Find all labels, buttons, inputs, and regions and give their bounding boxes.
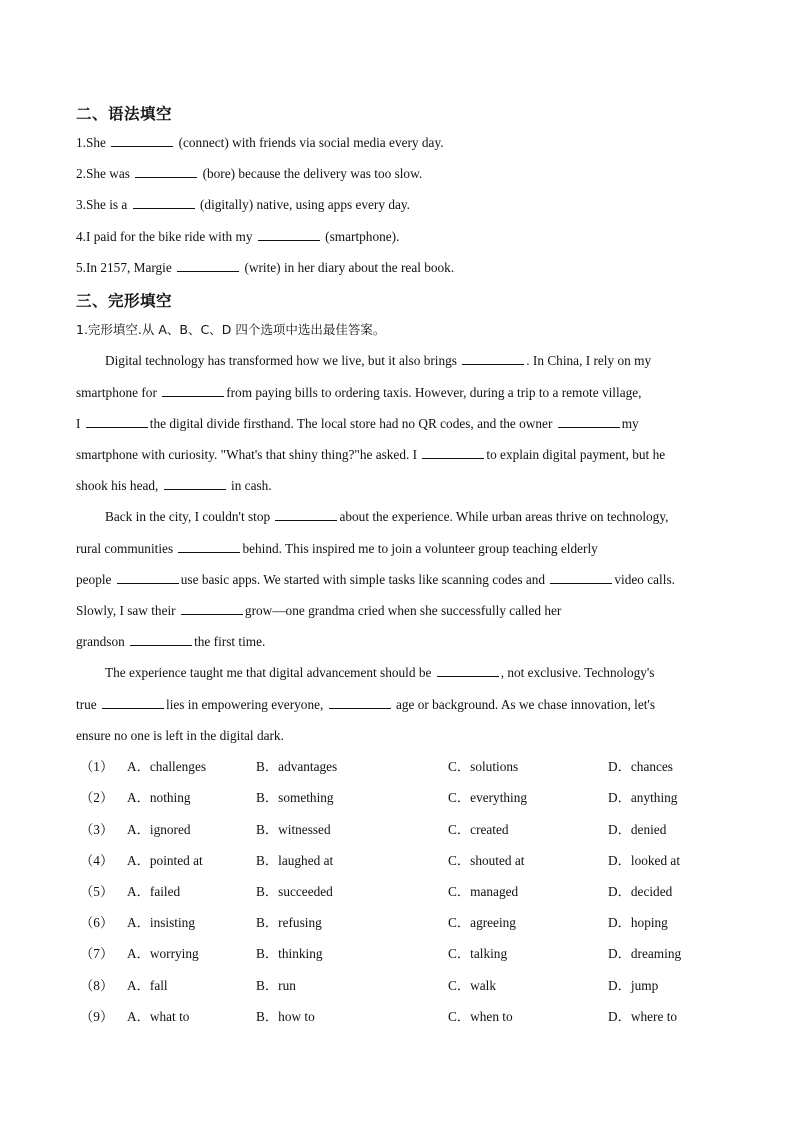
passage-line [76,696,655,714]
passage-line [76,384,641,402]
option-row [76,1008,724,1026]
option-d[interactable]: D．where to [608,1009,678,1024]
option-b[interactable]: B．succeeded [256,884,333,899]
passage-text: smartphone with curiosity. "What's that shiny thing?"he asked. I [76,447,418,462]
option-d[interactable]: D．jump [608,978,659,993]
passage-text: true [76,697,97,712]
passage-text: my [621,416,639,431]
option-d[interactable]: D．looked at [608,853,681,868]
grammar-item-5 [76,259,454,277]
option-a[interactable]: A．worrying [127,946,199,961]
answer-blank[interactable] [462,352,524,365]
option-b[interactable]: B．thinking [256,946,323,961]
option-c[interactable]: C．managed [448,884,519,899]
passage-text: Back in the city, I couldn't stop [105,509,271,524]
option-c[interactable]: C．created [448,822,509,837]
option-row [76,821,724,839]
option-a[interactable]: A．what to [127,1009,190,1024]
passage-text: about the experience. While urban areas thrive on technology, [339,509,669,524]
passage-text: the digital divide firsthand. The local store had no QR codes, and the owner [149,416,553,431]
question-number: （9） [80,1009,114,1024]
question-number: （4） [80,853,114,868]
grammar-item-4 [76,228,399,246]
passage-text: grow—one grandma cried when she successfully called her [244,603,562,618]
passage-text: , not exclusive. Technology's [500,665,655,680]
option-c[interactable]: C．agreeing [448,915,516,930]
answer-blank[interactable] [178,540,240,553]
option-d[interactable]: D．chances [608,759,673,774]
item-text: (write) in her diary about the real book. [244,260,455,275]
option-row [76,789,724,807]
answer-blank[interactable] [164,477,226,490]
option-b[interactable]: B．witnessed [256,822,331,837]
option-c[interactable]: C．solutions [448,759,519,774]
item-text: 4.I paid for the bike ride with my [76,229,253,244]
option-d[interactable]: D．anything [608,790,678,805]
option-d[interactable]: D．decided [608,884,673,899]
option-a[interactable]: A．pointed at [127,853,203,868]
question-number: （6） [80,915,114,930]
item-text: 1.She [76,135,106,150]
passage-text: shook his head, [76,478,159,493]
item-text: 5.In 2157, Margie [76,260,172,275]
answer-blank[interactable] [329,696,391,709]
question-number: （7） [80,946,114,961]
passage-text: age or background. As we chase innovation, let's [395,697,655,712]
option-row [76,945,724,963]
option-b[interactable]: B．how to [256,1009,315,1024]
option-c[interactable]: C．shouted at [448,853,525,868]
item-text: 3.She is a [76,197,128,212]
question-number: （1） [80,759,114,774]
passage-text: grandson [76,634,125,649]
passage-line [76,571,675,589]
passage-line [105,508,668,526]
answer-blank[interactable] [422,446,484,459]
option-d[interactable]: D．denied [608,822,667,837]
option-c[interactable]: C．walk [448,978,497,993]
option-row [76,883,724,901]
answer-blank[interactable] [558,415,620,428]
passage-text: from paying bills to ordering taxis. However, during a trip to a remote village, [226,385,642,400]
passage-text: people [76,572,112,587]
section-title-cloze: 三、完形填空 [76,292,173,310]
option-row [76,758,724,776]
question-number: （3） [80,822,114,837]
passage-line [76,446,665,464]
passage-text: behind. This inspired me to join a volunteer group teaching elderly [242,541,598,556]
cloze-instruction: 1.完形填空.从 A、B、C、D 四个选项中选出最佳答案。 [76,322,386,337]
passage-text: use basic apps. We started with simple tasks like scanning codes and [180,572,546,587]
passage-text: smartphone for [76,385,157,400]
option-b[interactable]: B．refusing [256,915,322,930]
grammar-item-2 [76,165,422,183]
option-c[interactable]: C．when to [448,1009,513,1024]
answer-blank[interactable] [181,602,243,615]
passage-line [76,477,272,495]
answer-blank[interactable] [86,415,148,428]
passage-text: The experience taught me that digital advancement should be [105,665,432,680]
item-text: (digitally) native, using apps every day. [200,197,410,212]
answer-blank[interactable] [550,571,612,584]
item-text: (connect) with friends via social media every day. [178,135,444,150]
passage-text: I [76,416,81,431]
grammar-item-1 [76,134,444,152]
answer-blank[interactable] [177,259,239,272]
answer-blank[interactable] [135,165,197,178]
option-row [76,852,724,870]
answer-blank[interactable] [130,633,192,646]
question-number: （5） [80,884,114,899]
option-a[interactable]: A．fall [127,978,168,993]
answer-blank[interactable] [133,196,195,209]
option-row [76,977,724,995]
option-a[interactable]: A．insisting [127,915,195,930]
answer-blank[interactable] [162,384,224,397]
option-c[interactable]: C．talking [448,946,508,961]
answer-blank[interactable] [117,571,179,584]
passage-text: the first time. [194,634,266,649]
answer-blank[interactable] [258,228,320,241]
option-row [76,914,724,932]
passage-line [105,664,654,682]
question-number: （8） [80,978,114,993]
answer-blank[interactable] [102,696,164,709]
item-text: (smartphone). [325,229,400,244]
option-a[interactable]: A．challenges [127,759,207,774]
answer-blank[interactable] [275,508,337,521]
question-number: （2） [80,790,114,805]
grammar-item-3 [76,196,410,214]
option-d[interactable]: D．hoping [608,915,668,930]
passage-line [105,352,651,370]
option-a[interactable]: A．ignored [127,822,191,837]
option-b[interactable]: B．advantages [256,759,338,774]
passage-line [76,633,265,651]
option-b[interactable]: B．run [256,978,296,993]
item-text: (bore) because the delivery was too slow. [202,166,423,181]
option-c[interactable]: C．everything [448,790,528,805]
passage-text: Digital technology has transformed how we live, but it also brings [105,353,457,368]
option-a[interactable]: A．nothing [127,790,191,805]
option-b[interactable]: B．laughed at [256,853,334,868]
passage-text: Slowly, I saw their [76,603,176,618]
passage-text: to explain digital payment, but he [486,447,666,462]
option-b[interactable]: B．something [256,790,334,805]
passage-line [76,415,639,433]
passage-line: ensure no one is left in the digital dark. [76,728,284,743]
passage-text: lies in empowering everyone, [166,697,324,712]
passage-text: rural communities [76,541,174,556]
passage-line [76,602,561,620]
passage-text: in cash. [231,478,272,493]
passage-line [76,540,598,558]
answer-blank[interactable] [111,134,173,147]
option-a[interactable]: A．failed [127,884,181,899]
item-text: 2.She was [76,166,130,181]
section-title-grammar: 二、语法填空 [76,105,173,123]
option-d[interactable]: D．dreaming [608,946,682,961]
answer-blank[interactable] [437,664,499,677]
passage-text: . In China, I rely on my [526,353,652,368]
passage-text: video calls. [614,572,675,587]
